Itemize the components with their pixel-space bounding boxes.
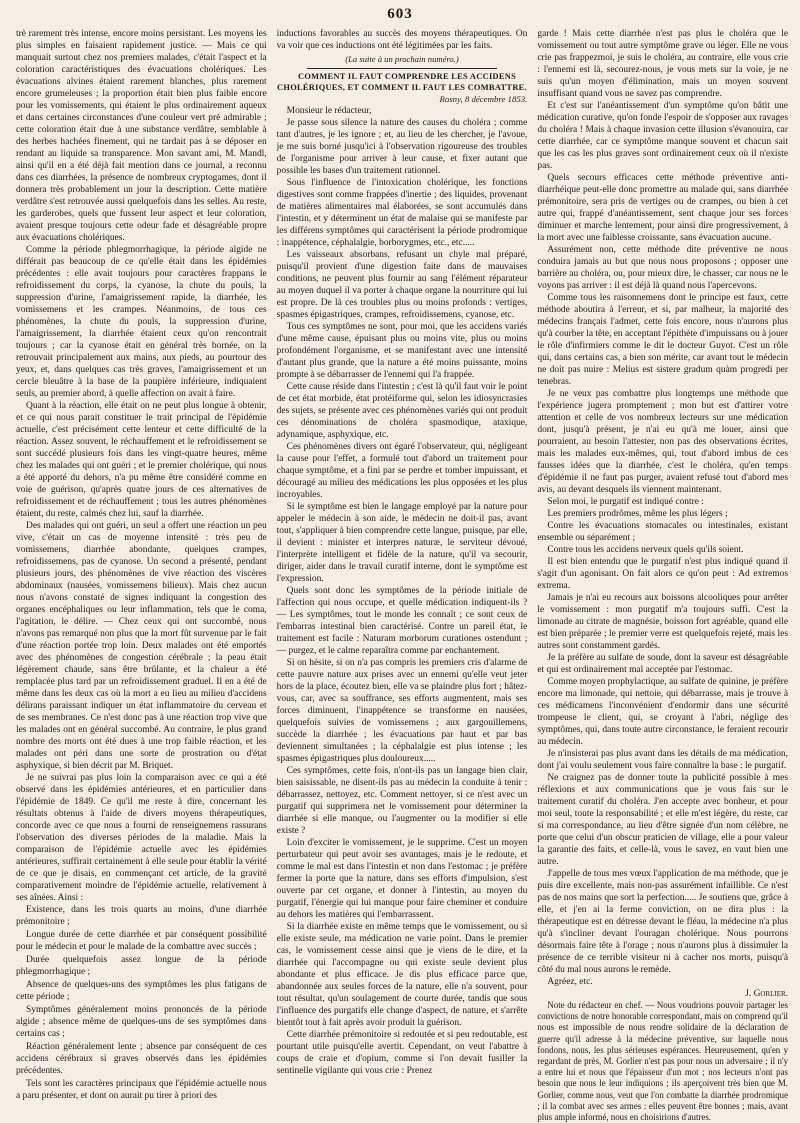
col3-paragraph: Comme tous les raisonnemens dont le principe est faux, cette méthode aboutira à l'erreur, et si, par malheur, la majorité des médecins français l'admet, cette fois encore, nous n'aurons plus qu'à courber la tête, en acceptant l'épithète d'impuissans ou à jouer le rôle d'infirmiers comme le dit le docteur Guyot. C'est un rôle qui, dans certains cas, a bien son mérite, car avant tout le médecin ne doit pas nuire : Melius est sistere gradum quàm progredi per tenebras. (537, 293, 789, 387)
col1-paragraph: Quant à la réaction, elle était on ne peut plus longue à obtenir, et ce qui nous parait constituer le trait principal de l'épidémie actuelle, c'est précisément cette lenteur et cette difficulté de la réaction. Assez souvent, le réchauffement et le refroidissement se sont succédé plusieurs fois dans les vingt-quatre heures, même chez les malades qui ont guéri ; et le premier cholérique, qui nous a été apporté du dehors, n'a pu même être considéré comme en voie de guérison, qu'après quatre jours de ces alternatives de refroidissement et de réchauffement ; tous les autres phénomènes étaient, du reste, calmés chez lui, sauf la diarrhée. (16, 401, 267, 519)
col2-paragraph: Ces phénomènes divers ont égaré l'observateur, qui, négligeant la cause pour l'effet, a formulé tout d'abord un traitement pour chaque symptôme, et a fini par se perdre et tomber impuissant, et découragé au milieu des médications les plus opposées et les plus incroyables. (276, 442, 528, 500)
col3-paragraph: Selon moi, le purgatif est indiqué contre : (547, 497, 704, 507)
col1-list-item: Tels sont les caractères principaux que l'épidémie actuelle nous a paru présenter, et dont on aurait pu tirer à priori des (16, 1079, 267, 1101)
col3-paragraph: J'appelle de tous mes vœux l'application de ma méthode, que je puis dire excellente, mais non-pas assurément infaillible. Ce n'est pas de nos mains que sort la perfection..... Je soutiens que, grâce à elle, et j'en ai la ferme conviction, on ne dira plus : la thérapeutique est en détresse devant le fléau, la médecine n'a plus qu'à s'incliner devant l'ouragan cholérique. Nous pourrons désormais faire tête à l'orage ; nous n'aurons plus à dissimuler la présence de ce terrible visiteur ni à cacher nos morts, puisqu'à côté du mal nous aurons le remède. (537, 869, 789, 975)
col3-paragraph: Je ne veux pas combattre plus longtemps une méthode que l'expérience jugera promptement ; mon but est d'attirer votre attention et celle de vos nombreux lecteurs sur une médication dont, jusqu'à présent, je n'ai eu qu'à me louer, ainsi que pourraient, au besoin l'attester, non pas des observations écrites, mais les malades eux-mêmes, qui, tout d'abord imbus de ces fausses idées que la diarrhée, c'est le choléra, qu'en temps d'épidémie il ne faut pas purger, avaient refusé tout d'abord mes avis, au devant desquels ils viennent maintenant. (537, 389, 789, 495)
salutation: Monsieur le rédacteur, (286, 106, 372, 116)
col2-paragraph: Quels sont donc les symptômes de la période initiale de l'affection qui nous occupe, et quelle médication indiquent-ils ? — Les symptômes, tout le monde les connaît ; ce sont ceux de l'embarras intestinal bien caractérisé. Contre un pareil état, le traitement est facile : Naturam morborum curationes ostendunt ; — purgez, et le calme reparaîtra comme par enchantement. (276, 586, 528, 656)
col2-paragraph: Cette diarrhée prémonitoire si redoutée et si peu redoutable, est pourtant utile puisqu'elle avertit. Cependant, on veut l'abattre à coups de craie et d'opium, comme si l'on devait fusiller la sentinelle vigilante qui vous crie : Prenez (276, 1030, 528, 1076)
editor-note: Note du rédacteur en chef. — Nous voudrions pouvoir partager les convictions de notre honorable correspondant, mais on comprend qu'il nous est impossible de nous rendre solidaire de la déclaration de guerre qu'il adresse à la médecine préventive, sur laquelle nous fondons, nous, les plus sérieuses espérances. Heureusement, qu'en y regardant de près, M. Gorlier n'est pas pour nous un adversaire ; il n'y a entre lui et nous que l'épaisseur d'un mot ; nos lecteurs n'ont pas besoin que nous le leur indiquions ; ils aperçoivent très bien que M. Gorlier, comme nous, veut que l'on combatte la diarrhée prodromique ; il la combat avec ses armes : elles peuvent être bonnes ; mais, avant plus ample informé, nous en choisirions d'autres. (537, 1000, 789, 1123)
col1-paragraph: Je ne suivrai pas plus loin la comparaison avec ce qui a été observé dans les épidémies antérieures, et en particulier dans l'épidémie de 1849. Ce qu'il me reste à dire, concernant les résultats obtenus à l'aide de divers moyens thérapeutiques, concorde avec ce que nous a fourni de renseignemens rassurans l'observation des diverses périodes de la maladie. Mais la comparaison de l'épidémie actuelle avec les épidémies antérieures, suffirait certainement à elle seule pour établir la vérité de ce que je disais, en commençant cet article, de la gravité comparativement moindre de l'épidémie actuelle, relativement à ses aînées. Ainsi : (16, 773, 267, 903)
text-columns (16, 28, 789, 1123)
col3-paragraph: Je n'insisterai pas plus avant dans les détails de ma médication, dont j'ai voulu seulement vous faire connaître la base : le purgatif. (537, 749, 789, 771)
col3-paragraph: Quels secours efficaces cette méthode préventive anti-diarrhéique peut-elle donc promettre au malade qui, sans diarrhée prémonitoire, sera pris de vertiges ou de crampes, ou bien à cet autre qui, frappé d'anéantissement, sent chaque jour ses forces diminuer et marche lentement, pour ainsi dire progressivement, à la mort avec une faiblesse croissante, sans évacuation aucune. (537, 173, 789, 243)
col2-paragraph: Tous ces symptômes ne sont, pour moi, que les accidens variés d'une même cause, épuisant plus ou moins vite, plus ou moins profondément l'organisme, et se manifestant avec une intensité d'autant plus grande, que la nature a été moins puissante, moins prompte à se débarrasser de l'ennemi qui l'a frappée. (276, 322, 528, 380)
col1-list-item: Absence de quelques-uns des symptômes les plus fatigans de cette période ; (16, 980, 267, 1002)
column-2 (277, 28, 528, 1112)
col1-list-item: Symptômes généralement moins prononcés de la période algide ; absence même de quelques-uns de ses symptômes dans certains cas ; (16, 1005, 267, 1039)
col1-paragraph: Comme la période phlegmorrhagique, la période algide ne différait pas beaucoup de ce qu'elle était dans les épidémies précédentes : elle avait toujours pour caractères frappans le refroidissement du corps, la cyanose, la chute du pouls, la suppression d'urine, l'amaigrissement rapide, la diarrhée, les vomissemens et les crampes. Néanmoins, de tous ces phénomènes, la chute du pouls, la suppression d'urine, l'amaigrissement, la diarrhée étaient ceux qu'on rencontrait toujours ; car la cyanose était en général très bornée, on la retrouvait principalement aux mains, aux pieds, au pourtour des yeux, et, dans quelques cas très graves, l'amaigrissement et un cercle bleuâtre à la base de la paupière inférieure, indiquaient seuls, au premier abord, à quelle affection on avait à faire. (16, 245, 267, 399)
col1-list-item: Longue durée de cette diarrhée et par conséquent possibilité pour le médecin et pour le malade de la combattre avec succès ; (16, 930, 267, 952)
col2-paragraph: Cette cause réside dans l'intestin ; c'est là qu'il faut voir le point de cet état morbide, état protéiforme qui, selon les idiosyncrasies des sujets, se présente avec ces phénomènes variés qui ont produit ces dénominations de choléra spasmodique, ataxique, adynamique, asphyxique, etc. (276, 382, 528, 440)
col1-paragraph: Des malades qui ont guéri, un seul a offert une réaction un peu vive, c'était un cas de moyenne intensité : très peu de vomissemens, diarrhée abondante, quelques crampes, refroidissemens, pas de cyanose. Un second a présenté, pendant plusieurs jours, des phénomènes de vive réaction des viscères abdominaux (nausées, vomissemens bilieux). Mais chez aucun nous n'avons constaté de signes indiquant la congestion des organes encéphaliques ou leur inflammation, tels que le coma, l'agitation, le délire. — Chez ceux qui ont succombé, nous n'avons pas remarqué non plus que la mort fût survenue par le fait d'une réaction portée trop loin. Deux malades ont été emportés avec des phénomènes de congestion cérébrale ; la peau était légèrement chaude, sans être brûlante, et la chaleur a été remplacée plus tard par un refroidissement graduel. Il en a été de même dans les deux cas où la mort a eu lieu au milieu d'accidens délirans paraissant indiquer un état inflammatoire du cerveau et de ses membranes. Ce n'est donc pas à une réaction trop vive que les malades ont en général succombé. Au contraire, le plus grand nombre des morts ont été dues à une trop faible réaction, et les malades ont péri dans une sorte de prostration ou d'état asphyxique, si bien décrit par M. Briquet. (16, 521, 267, 771)
col3-paragraph: Je la préfère au sulfate de soude, dont la saveur est désagréable et qui est ordinairement mal acceptée par l'estomac. (537, 653, 789, 675)
col3-paragraph: Jamais je n'ai eu recours aux boissons alcooliques pour arrêter le vomissement : mon purgatif m'a toujours suffi. C'est la limonade au citrate de magnésie, boisson fort agréable, quand elle est bien préparée ; le premier verre est quelquefois rejeté, mais les autres sont constamment gardés. (537, 593, 789, 651)
column-1 (16, 28, 267, 1112)
col2-paragraph: Si la diarrhée existe en même temps que le vomissement, ou si elle existe seule, ma médication ne varie point. Dans le premier cas, le vomissement cesse ainsi que je viens de le dire, et la diarrhée qui l'accompagne ou qui existe seule devient plus abondante et plus efficace. Je dis plus efficace parce que, abandonnée aux seules forces de la nature, elle n'a souvent, pour tout résultat, qu'un soulagement de courte durée, tandis que sous l'influence des purgatifs elle change d'aspect, de nature, et s'arrête bientôt tout à fait après avoir produit la guérison. (276, 922, 528, 1028)
dateline: Rosny, 8 décembre 1853. (439, 94, 528, 104)
col3-paragraph: garde ! Mais cette diarrhée n'est pas plus le choléra que le vomissement ou tout autre symptôme grave ou léger. Elle ne vous crie pas frappezmoi, je suis le choléra, au contraire, elle vous crie : l'ennemi est là, secourez-nous, je vous mets sur la voie, je ne suis qu'un moyen d'élimination, mais un moyen souvent insuffisant quand vous ne savez pas comprendre. (537, 29, 789, 99)
col1-paragraph: trè rarement très intense, encore moins persistant. Les moyens les plus simples en faisaient rapidement justice. — Mais ce qui manquait surtout chez nos premiers malades, c'était l'aspect et la coloration caractéristiques des évacuations cholériques. Les évacuations alvines étaient rarement blanches, plus rarement encore grumeleuses ; la proportion était bien plus faible encore pour les vomissements, qui étaient le plus ordinairement aqueux et dans certaines circonstances d'une couleur vert pré admirable ; cette coloration était due à une substance verdâtre, semblable à des herbes hachées finement, qui ne tardait pas à se déposer en rendant au liquide sa transparence. Mon savant ami, M. Mandl, ainsi qu'il en a été déjà fait mention dans ce journal, a reconnu dans ces diarrhées, la présence de nombreux cryptogames, dont il donnera très probablement un jour la description. Cette matière verdâtre s'est retrouvée aussi quelquefois dans les selles. Au reste, les garderobes, quels que fussent leur aspect et leur coloration, avaient presque toujours cette odeur fade et désagréable propre aux évacuations cholériques. (16, 29, 267, 243)
to-be-continued-note: (La suite à un prochain numéro.) (345, 54, 459, 64)
page-number: 603 (387, 6, 413, 22)
col1-list-item: Existence, dans les trois quarts au moins, d'une diarrhée prémonitoire ; (16, 905, 267, 927)
col2-paragraph: Les vaisseaux absorbans, refusant un chyle mal préparé, puisqu'il provient d'une digestion faite dans de mauvaises conditions, ne peuvent plus fournir au sang l'élément réparateur au moyen duquel il va porter à chaque organe la nourriture qui lui est propre. De là ces troubles plus ou moins profonds : vertiges, spasmes épigastriques, crampes, refroidissemens, cyanose, etc. (276, 250, 528, 320)
col3-paragraph: Comme moyen prophylactique, au sulfate de quinine, je préfère encore ma limonade, qui nettoie, qui débarrasse, mais je trouve à ces médicamens l'inconvénient d'endormir dans une sécurité trompeuse le client, qui, se croyant à l'abri, néglige des symptômes, qui, dans toute autre circonstance, le feraient recourir au médecin. (537, 677, 789, 747)
col2-intro: inductions favorables au succès des moyens thérapeutiques. On va voir que ces inductions ont été légitimées par les faits. (276, 29, 528, 51)
col3-paragraph: Assurément non, cette méthode dite préventive ne nous conduira jamais au but que nous nous proposons ; opposer une barrière au choléra, ou, pour mieux dire, le chasser, car nous ne le voyons pas arriver : il est déjà là quand nous l'apercevons. (537, 245, 789, 291)
col2-paragraph: Si on hésite, si on n'a pas compris les premiers cris d'alarme de cette pauvre nature aux prises avec un ennemi qu'elle veut jeter hors de la place, écoutez bien, elle va se plaindre plus fort ; hâtez-vous, car, avec sa souffrance, ses efforts augmentent, mais ses forces diminuent, l'inappétence se transforme en nausées, quelquefois suivies de vomissemens ; aux gargouillemens, succède la diarrhée ; les évacuations par haut et par bas deviennent simultanées ; la céphalalgie est plus intense ; les spasmes épigastriques plus douloureux..... (276, 658, 528, 764)
col3-paragraph: Les premiers prodrômes, même les plus légers ; (547, 509, 728, 519)
col2-paragraph: Ces symptômes, cette fois, n'ont-ils pas un langage bien clair, bien saisissable, ne disent-ils pas au médecin la conduite à tenir : débarrassez, nettoyez, etc. Comment nettoyer, si ce n'est avec un purgatif qui supprimera net le vomissement pour déterminer la diarrhée si elle manque, ou l'augmenter ou la modifier si elle existe ? (276, 766, 528, 836)
col2-paragraph: Sous l'influence de l'intoxication cholérique, les fonctions digestives sont comme frappées d'inertie ; des liquides, provenant de matières alimentaires mal élaborées, se sont accumulés dans l'intestin, et y déterminent un état de malaise qui se manifeste par les différens symptômes qui caractérisent la période prodromique : inappétence, céphalalgie, borborygmes, etc., etc..... (276, 178, 528, 248)
col1-list-item: Durée quelquefois assez longue de la période phlegmorrhagique ; (16, 955, 267, 977)
col2-paragraph: Si le symptôme est bien le langage employé par la nature pour appeler le médecin à son aide, le médecin ne doit-il pas, avant tout, s'appliquer à bien comprendre cette langue, puisque, par elle, il devient : minister et interpres naturæ, le serviteur dévoué, l'interprète intelligent et fidèle de la nature, qu'il va secourir, diriger, aider dans le travail curatif interne, dont le symptôme est l'expression. (276, 502, 528, 584)
col3-paragraph: Il est bien entendu que le purgatif n'est plus indiqué quand il s'agit d'un agonisant. On fait alors ce qu'on peut : Ad extremos extrema. (537, 557, 789, 591)
col3-paragraph: Et c'est sur l'anéantissement d'un symptôme qu'on bâtit une médication curative, qu'on fonde l'espoir de s'opposer aux ravages du choléra ! Mais à chaque invasion cette illusion s'évanouira, car cette diarrhée, car ce symptôme manque souvent et chacun sait que les cas les plus graves sont ordinairement ceux où il n'existe pas. (537, 101, 789, 171)
signature: J. Gorlier. (745, 989, 789, 999)
col2-paragraph: Je passe sous silence la nature des causes du choléra ; comme tant d'autres, je les ignore ; et, au lieu de les chercher, je l'avoue, je me suis borné jusqu'ici à l'observation rigoureuse des troubles de l'organisme pour arriver à leur cause, et fixer autant que possible les bases d'un traitement rationnel. (276, 118, 528, 176)
col2-paragraph: Loin d'exciter le vomissement, je le supprime. C'est un moyen perturbateur qui peut avoir ses avantages, mais je le redoute, et comme le mal est dans l'intestin et non dans l'estomac ; je préfère fermer la porte que la nature, dans ses efforts d'impulsion, s'est ouverte par cet organe, et donner à l'intestin, au moyen du purgatif, l'énergie qui lui manque pour faire cheminer et conduire au dehors les matières qui l'embarrassent. (276, 838, 528, 920)
col3-paragraph: Agréez, etc. (547, 977, 593, 987)
section-divider (307, 68, 498, 69)
col3-paragraph: Ne craignez pas de donner toute la publicité possible à mes réflexions et aux communications que je vous fais sur le traitement curatif du choléra. J'en accepte avec bonheur, et pour moi seul, toute la responsabilité ; et elle m'est légère, du reste, car si ma correspondance, au lieu d'être signée d'un nom célèbre, ne porte que celui d'un obscur praticien de village, elle a pour valeur la garantie des faits, et celle-là, vous le savez, en vaut bien une autre. (537, 773, 789, 867)
article-title: COMMENT IL FAUT COMPRENDRE LES ACCIDENS CHOLÉRIQUES, ET COMMENT IL FAUT LES COMBATTRE. (277, 72, 527, 92)
col1-list-item: Réaction généralement lente ; absence par conséquent de ces accidens cérébraux si graves observés dans les épidémies précédentes. (16, 1042, 267, 1076)
column-3 (537, 28, 789, 1123)
col3-paragraph: Contre tous les accidens nerveux quels qu'ils soient. (547, 545, 744, 555)
col3-paragraph: Contre les évacuations stomacales ou intestinales, existant ensemble ou séparément ; (537, 521, 789, 543)
